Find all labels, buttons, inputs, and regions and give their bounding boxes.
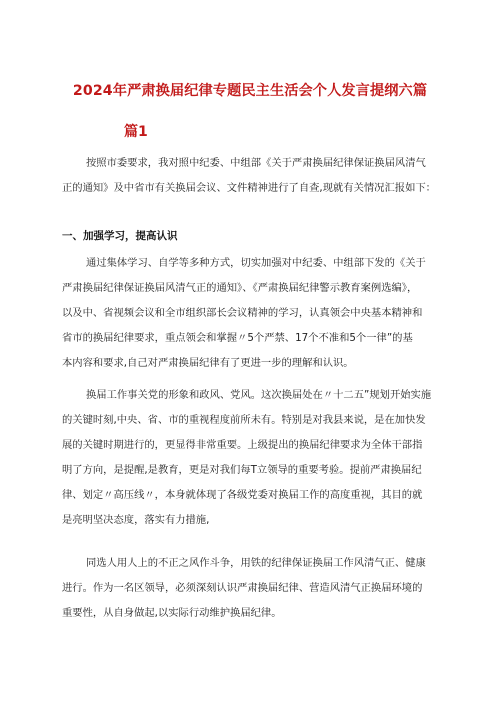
paragraph-discipline <box>62 551 442 626</box>
paragraph-line: 按照市委要求，我对照中纪委、中组部《关于严肃换届纪律保证换届风清气 <box>86 157 426 169</box>
paragraph-line: 通过集体学习、自学等多种方式，切实加强对中纪委、中组部下发的《关于 <box>86 257 426 269</box>
paragraph-line: 省市的换届纪律要求，重点领会和掌握〃5个严禁、17个不准和5个一律”的基 <box>62 332 413 344</box>
paragraph-line: 是亮明坚决态度，落实有力措施, <box>62 514 210 526</box>
paragraph-study <box>62 251 442 376</box>
paragraph-line: 同选人用人上的不正之风作斗争，用铁的纪律保证换届工作风清气正、健康 <box>86 557 426 569</box>
paragraph-line: 正的通知》及中省市有关换届会议、文件精神进行了自查,现就有关情况汇报如下： <box>62 182 436 194</box>
paragraph-line: 的关键时刻,中央、省、市的重视程度前所未有。特别是对我县来说，是在加快发 <box>62 414 426 426</box>
paragraph-importance <box>62 383 442 533</box>
paragraph-line: 进行。作为一名区领导，必须深刻认识严肃换届纪律、营造风清气正换届环境的 <box>62 582 423 594</box>
paragraph-line: 以及中、省视频会议和全市组织部长会议精神的学习，认真领会中央基本精神和 <box>62 307 423 319</box>
paragraph-line: 展的关键时期进行的，更显得非常重要。上级提出的换届纪律要求为全体干部指 <box>62 439 423 451</box>
part-label: 篇1 <box>124 124 148 140</box>
document-title: 2024年严肃换届纪律专题民主生活会个人发言提纲六篇 <box>72 83 428 99</box>
intro-paragraph <box>62 151 442 201</box>
paragraph-line: 重要性，从自身做起,以实际行动维护换届纪律。 <box>62 607 282 619</box>
paragraph-line: 本内容和要求,自己对严肃换届纪律有了更进一步的理解和认识。 <box>62 357 354 369</box>
section-heading: 一、加强学习，提高认识 <box>62 230 178 242</box>
paragraph-line: 律、划定〃高压线〃，本身就体现了各级党委对换届工作的高度重视，其目的就 <box>62 489 423 501</box>
paragraph-line: 明了方向，是提醒,是教育，更是对我们每T立领导的重要考验。提前严肃换届纪 <box>62 464 422 476</box>
paragraph-line: 严肃换届纪律保证换届风清气正的通知》、《严肃换届纪律警示教育案例选编》， <box>62 282 418 294</box>
paragraph-line: 换届工作事关党的形象和政风、党风。这次换届处在〃十二五”规划开始实施 <box>86 389 432 401</box>
